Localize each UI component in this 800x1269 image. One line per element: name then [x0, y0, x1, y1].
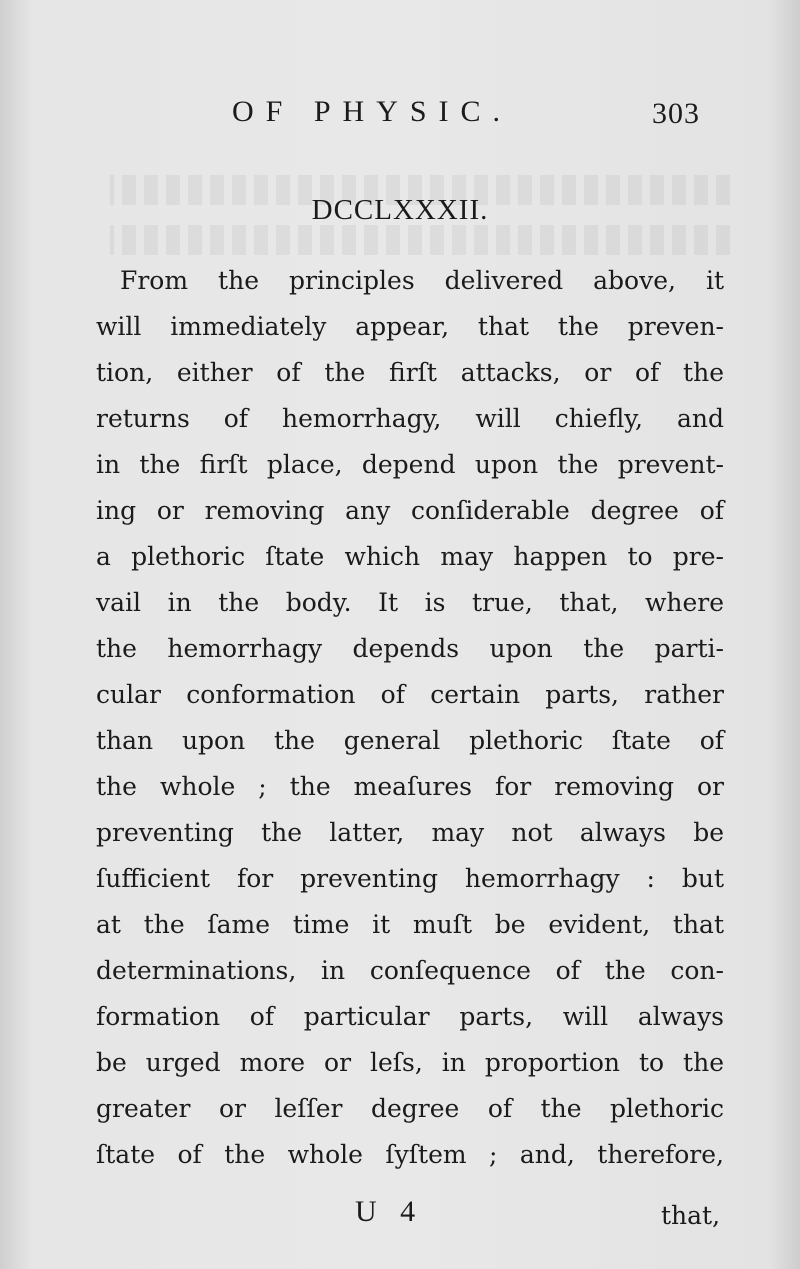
text-line: at the ſame time it muſt be evident, that: [96, 910, 724, 939]
signature-mark: U 4: [355, 1195, 424, 1228]
text-line: in the firſt place, depend upon the prevent-: [96, 450, 724, 479]
text-line: preventing the latter, may not always be: [96, 818, 724, 847]
show-through-bleed: [110, 225, 730, 255]
text-line: vail in the body. It is true, that, where: [96, 588, 724, 617]
text-line: will immediately appear, that the preven-: [96, 312, 724, 341]
text-line: than upon the general plethoric ſtate of: [96, 726, 724, 755]
text-line: formation of particular parts, will always: [96, 1002, 724, 1031]
page-number: 303: [652, 97, 700, 130]
text-line: ſtate of the whole ſyſtem ; and, therefore,: [96, 1140, 724, 1169]
text-line: ing or removing any conſiderable degree of: [96, 496, 724, 525]
text-line: From the principles delivered above, it: [120, 266, 724, 295]
text-line: the whole ; the meaſures for removing or: [96, 772, 724, 801]
text-line: tion, either of the firſt attacks, or of the: [96, 358, 724, 387]
running-head: OF PHYSIC.: [232, 95, 513, 128]
page-footer: [0, 1195, 800, 1245]
catchword: that,: [661, 1201, 721, 1230]
page-header: [0, 95, 800, 145]
text-line: cular conformation of certain parts, rather: [96, 680, 724, 709]
text-line: greater or leſſer degree of the plethoric: [96, 1094, 724, 1123]
text-line: returns of hemorrhagy, will chiefly, and: [96, 404, 724, 433]
text-line: determinations, in conſequence of the con-: [96, 956, 724, 985]
text-line: the hemorrhagy depends upon the parti-: [96, 634, 724, 663]
section-number: DCCLXXXII.: [311, 194, 489, 226]
text-line: be urged more or leſs, in proportion to the: [96, 1048, 724, 1077]
body-paragraph: [96, 258, 724, 1178]
text-line: ſufficient for preventing hemorrhagy : but: [96, 864, 724, 893]
text-line: a plethoric ſtate which may happen to pre-: [96, 542, 724, 571]
